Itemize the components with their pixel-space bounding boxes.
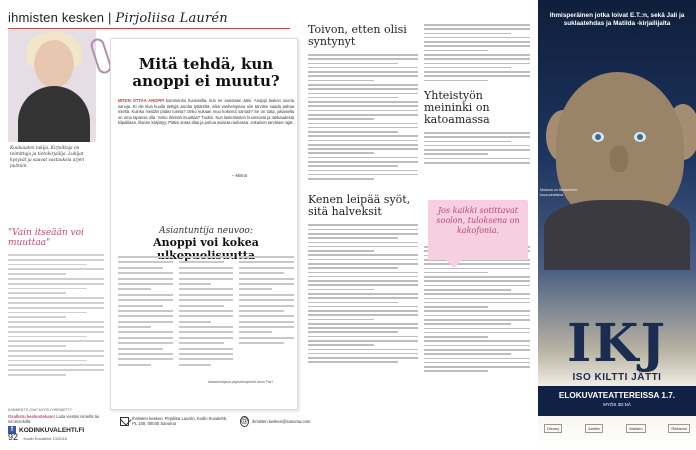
section-text <box>308 224 418 363</box>
ad-tagline: Ihmisperäinen jotka loivat E.T.:n, sekä Jali ja suklaatehdas ja Matilda -kirjailijalta <box>549 12 685 27</box>
page-number: 92 <box>8 432 19 442</box>
section-heading: Yhteistyön meininki on katoamassa <box>424 88 490 126</box>
postal-address: Ihmisten kesken, Pirjoliisa Laurén, Kodin Kuvalehti, PL 100, 00040 Sanoma <box>132 416 228 426</box>
publication-issue: Kodin Kuvalehti 13/2016 <box>23 436 67 441</box>
section-text <box>424 24 530 81</box>
ad-title: IKJ <box>566 313 668 374</box>
ad-subtitle: ISO KILTTI JÄTTI <box>572 372 662 383</box>
sub-article-title: Anoppi voi kokea <box>153 236 259 249</box>
sub-article-column <box>179 256 234 386</box>
contact-email[interactable] <box>240 416 311 427</box>
article-lead: MITEN OTTAA ANOPPI <box>118 98 164 103</box>
comments-note: KOMMENTTI OVAT MYÖS LYHENNETTY <box>8 408 72 412</box>
contact-postal <box>120 416 232 426</box>
columnist-byline: Pirjoliisa Laurén <box>115 11 228 26</box>
site-url[interactable]: KODINKUVALEHTI.FI <box>19 426 85 434</box>
sub-article-column <box>239 256 294 386</box>
invite-heading: Osallistu keskusteluun! <box>8 414 56 419</box>
section-text <box>424 132 530 164</box>
section-text <box>424 246 530 372</box>
at-sign-icon: @ <box>241 418 249 425</box>
reader-comments <box>8 228 104 379</box>
article-title: Mitä tehdä, kun anoppi ei muutu? <box>132 55 280 90</box>
section-heading: Toivon, etten olisi syntynyt <box>308 23 407 48</box>
pull-quote <box>428 200 528 260</box>
facebook-icon: f <box>8 426 16 434</box>
section-heading: Kenen leipää syöt, sitä halveksit <box>308 193 411 219</box>
comments-text <box>8 254 104 376</box>
studio-logo: Disney <box>544 424 562 433</box>
comments-heading: "Vain itseään voi muuttaa" <box>8 228 84 248</box>
giant-eye-left <box>592 132 604 142</box>
giant-body <box>544 200 690 270</box>
columnist-photo <box>8 30 96 142</box>
pull-quote-text: Jos kaikki sotittavat soolon, tuloksena on kakofonia. <box>436 206 520 235</box>
release-date: ELOKUVATEATTEREISSA 1.7. <box>558 391 676 400</box>
studio-logo: Walden <box>626 424 645 433</box>
ad-release-bar <box>538 386 696 416</box>
page-footer <box>8 432 67 442</box>
footer-invite <box>8 414 110 434</box>
email-address[interactable]: ihmisten.kesken@sanoma.com <box>252 419 311 424</box>
release-3d: MYÖS 3D:NÄ <box>603 402 631 407</box>
movie-advertisement <box>538 0 696 450</box>
sub-article-kicker: Asiantuntija neuvoo: <box>159 226 253 236</box>
sub-article-author: Asiantuntijana psykoterapeutti Anne Parl <box>208 380 273 384</box>
columnist-bio: Kuukauden lukija. Kirjoittaja on toimittaja ja tietokirjailija. Lukijat kysyvät ja saavat vastauksia arjen pulmiin. <box>10 146 85 169</box>
sub-article-body <box>118 256 294 386</box>
series-header: ihmisten kesken | Pirjoliisa Laurén <box>8 10 228 26</box>
article-body <box>118 98 294 126</box>
reader-stories-column <box>308 24 418 366</box>
giant-eye-right <box>634 132 646 142</box>
studio-logo: Reliance <box>668 424 690 433</box>
sub-article-column <box>118 256 173 386</box>
envelope-icon <box>120 417 129 426</box>
article-signature: – Minnä <box>232 173 247 178</box>
studio-logo: Amblin <box>585 424 603 433</box>
section-text <box>308 54 418 180</box>
series-name: ihmisten kesken <box>8 10 105 25</box>
studio-logos <box>544 424 690 433</box>
article-text: kommentoi huussoilla, kun ne sanotaan ääni. Anoppi laukoo suoria sanoja. Ei ole kiva kuulla tiettyjä asioita tyttäreltä, eikä vanhempana niin tarvitse saada pahaa mieltä. Kuinka meidän pitäisi toimia? Onko kukaan muu kokenut samaa? Se on totta, jokaisella on oma tapansa olla. Voiko ihmistä muuttaa? Tuskin. Kun lastenlasten huomiosta ja rakkaudesta kilpaillaan, tilanne kärjistyy. Pitäisi antaa tilaa ja puhua asiasta rauhassa. Jokainen tarvitsee rajat. <box>118 98 294 126</box>
invite-rest: Laita viestisi nimellä tai nimimerkillä. <box>8 414 100 424</box>
header-divider <box>8 28 290 29</box>
invite-text <box>8 414 110 424</box>
giant-nose <box>610 146 628 172</box>
ad-caption: Mukana on tietokoneen kuva-aineistoa <box>540 188 578 197</box>
